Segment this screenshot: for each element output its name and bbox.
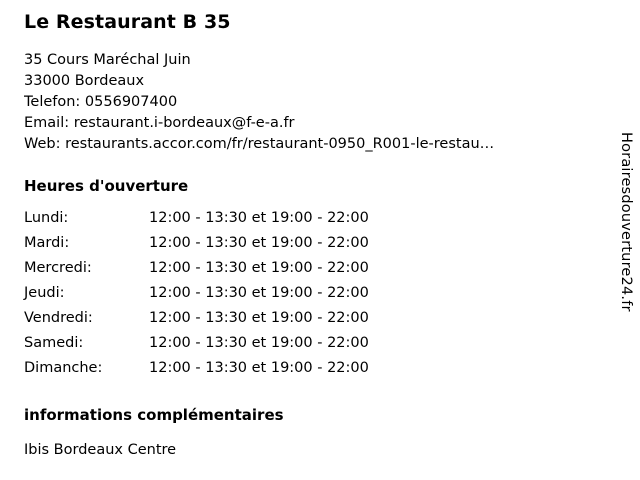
address-block — [24, 50, 594, 155]
restaurant-info-card — [24, 10, 594, 460]
table-row — [24, 334, 369, 359]
phone-line: Telefon: 0556907400 — [24, 94, 178, 110]
table-row — [24, 234, 369, 259]
day-label: Mardi: — [24, 235, 70, 251]
day-label: Mercredi: — [24, 260, 92, 276]
opening-hours-table — [24, 209, 369, 384]
day-hours: 12:00 - 13:30 et 19:00 - 22:00 — [149, 260, 369, 276]
additional-info-heading: informations complémentaires — [24, 406, 284, 424]
day-label: Samedi: — [24, 335, 84, 351]
day-label: Lundi: — [24, 210, 69, 226]
day-label: Dimanche: — [24, 360, 103, 376]
day-label: Vendredi: — [24, 310, 93, 326]
opening-hours-heading: Heures d'ouverture — [24, 177, 189, 195]
day-hours: 12:00 - 13:30 et 19:00 - 22:00 — [149, 310, 369, 326]
address-line-street: 35 Cours Maréchal Juin — [24, 52, 191, 68]
website-line: Web: restaurants.accor.com/fr/restaurant-0950_R001-le-restau… — [24, 136, 495, 152]
day-hours: 12:00 - 13:30 et 19:00 - 22:00 — [149, 335, 369, 351]
day-hours: 12:00 - 13:30 et 19:00 - 22:00 — [149, 360, 369, 376]
day-hours: 12:00 - 13:30 et 19:00 - 22:00 — [149, 285, 369, 301]
email-line: Email: restaurant.i-bordeaux@f-e-a.fr — [24, 115, 295, 131]
table-row — [24, 359, 369, 384]
site-watermark: Horairesdouverture24.fr — [618, 132, 634, 312]
day-hours: 12:00 - 13:30 et 19:00 - 22:00 — [149, 210, 369, 226]
table-row — [24, 309, 369, 334]
table-row — [24, 209, 369, 234]
page-title: Le Restaurant B 35 — [24, 11, 231, 33]
table-row — [24, 284, 369, 309]
address-line-city: 33000 Bordeaux — [24, 73, 145, 89]
day-hours: 12:00 - 13:30 et 19:00 - 22:00 — [149, 235, 369, 251]
additional-info-text: Ibis Bordeaux Centre — [24, 442, 177, 458]
table-row — [24, 259, 369, 284]
day-label: Jeudi: — [24, 285, 65, 301]
